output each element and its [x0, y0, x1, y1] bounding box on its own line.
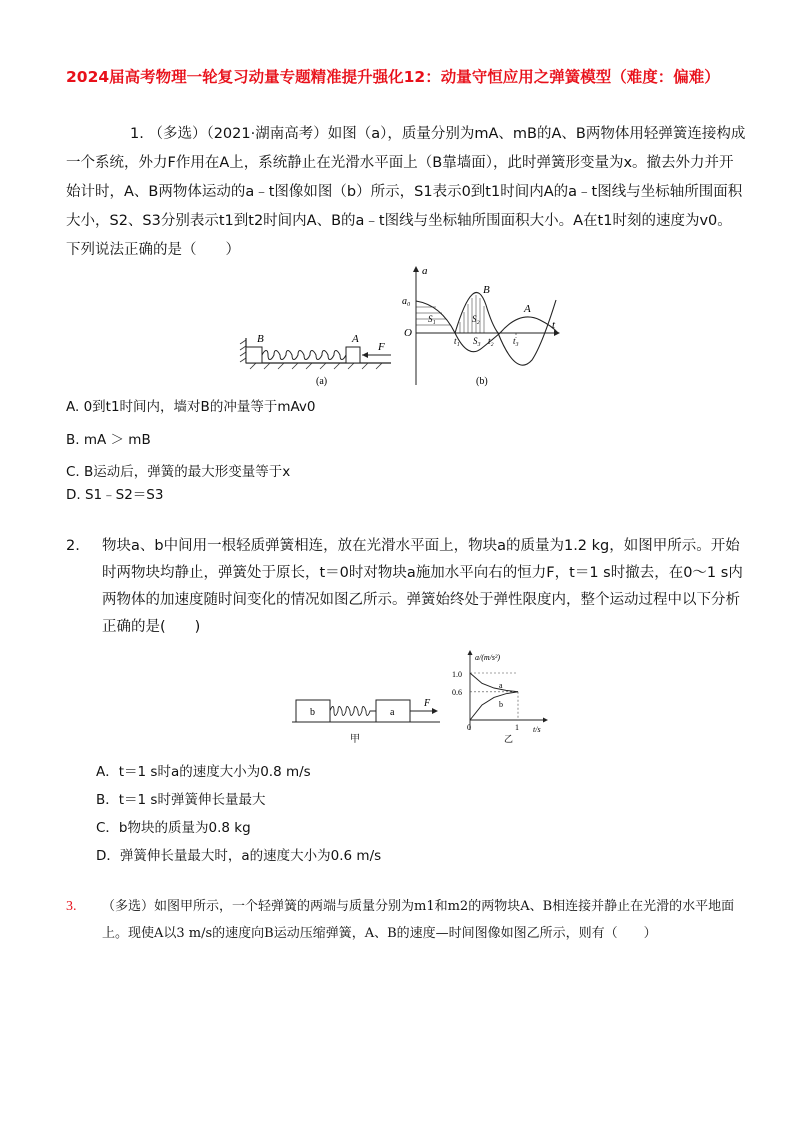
question-1-stem: （多选）（2021·湖南高考）如图（a），质量分别为mA、mB的A、B两物体用轻弹簧连接构成一个系统，外力F作用在A上，系统静止在光滑水平面上（B靠墙面），此时弹簧形变量为x。撤去外力并开始计时，A、B两物体运动的a﹣t图像如图（b）所示，S1表示0到t1时间内A的a﹣t图线与坐标轴所围面积大小，S2、S3分别表示t1到t2时间内A、B的a﹣t图线与坐标轴所围面积大小。A在t1时刻的速度为v0。下列说法正确的是（ ）	[66, 126, 746, 258]
block-a-q2-label: a	[390, 707, 395, 718]
s2-label: S₂	[472, 314, 480, 324]
q2-option-c[interactable]: C．b物块的质量为0.8 kg	[96, 820, 251, 836]
curve-a-q2-label: a	[499, 681, 503, 690]
t3-label: t₃	[513, 336, 519, 346]
question-1-figure	[236, 260, 566, 388]
q1-option-a[interactable]: A. 0到t1时间内，墙对B的冲量等于mAv0	[66, 399, 316, 415]
q2-option-a[interactable]: A．t＝1 s时a的速度大小为0.8 m/s	[96, 764, 311, 780]
figure-jia	[292, 698, 440, 745]
y-tick-06: 0.6	[452, 688, 462, 697]
series-a	[470, 673, 518, 692]
axis-a-label: a	[422, 265, 428, 277]
question-1	[66, 120, 746, 265]
question-3-stem: （多选）如图甲所示，一个轻弹簧的两端与质量分别为m1和m2的两物块A、B相连接并静止在光滑的水平地面上。现使A以3 m/s的速度向B运动压缩弹簧，A、B的速度—时间图像如图乙所示，则有（ ）	[102, 899, 735, 941]
axis-t-label: t	[552, 319, 556, 331]
figure-a-caption: (a)	[316, 376, 328, 387]
spring-q2	[330, 707, 376, 716]
a0-label: a₀	[402, 296, 411, 307]
block-a-label: A	[352, 333, 359, 345]
label-yi: 乙	[504, 734, 514, 744]
origin-label: O	[404, 327, 412, 339]
question-2	[66, 533, 746, 641]
curve-b-q2-label: b	[499, 700, 503, 709]
figure-b	[402, 265, 560, 387]
y-axis-label: a/(m/s²)	[475, 653, 501, 662]
force-label-q2: F	[424, 698, 431, 709]
figure-a	[240, 333, 391, 387]
t1-label: t₁	[454, 336, 460, 346]
q1-option-b[interactable]: B. mA ＞ mB	[66, 432, 151, 448]
block-a	[346, 347, 360, 363]
q2-option-b[interactable]: B．t＝1 s时弹簧伸长量最大	[96, 792, 266, 808]
block-b-label: B	[257, 333, 264, 345]
force-label: F	[378, 341, 385, 353]
q2-option-d[interactable]: D．弹簧伸长量最大时，a的速度大小为0.6 m/s	[96, 848, 382, 864]
question-3	[66, 893, 746, 947]
block-b	[246, 347, 262, 363]
question-2-stem: 物块a、b中间用一根轻质弹簧相连，放在光滑水平面上，物块a的质量为1.2 kg，如图甲所示。开始时两物块均静止，弹簧处于原长，t＝0时对物块a施加水平向右的恒力F，t＝1 s时撤去，在0～1 s内两物体的加速度随时间变化的情况如图乙所示。弹簧始终处于弹性限度内，整个运动过程中以下分析正确的是( )	[102, 538, 743, 635]
question-2-figure	[290, 650, 560, 746]
s3-label: S₃	[473, 336, 481, 346]
t2-label: t₂	[488, 336, 494, 346]
question-1-number: 1.	[130, 126, 144, 142]
block-b-q2-label: b	[310, 707, 315, 718]
x-tick-1: 1	[515, 723, 519, 732]
question-2-number: 2.	[66, 538, 80, 554]
q1-option-d[interactable]: D. S1﹣S2＝S3	[66, 487, 164, 503]
x-tick-0: 0	[467, 723, 471, 732]
question-1-text	[66, 120, 746, 265]
spring	[262, 351, 346, 360]
q1-option-c[interactable]: C. B运动后，弹簧的最大形变量等于x	[66, 464, 291, 480]
s1-label: S₁	[428, 314, 436, 324]
label-jia: 甲	[350, 734, 360, 745]
curve-b-label: B	[483, 284, 490, 296]
curve-b	[455, 293, 556, 366]
figure-b-caption: (b)	[476, 376, 488, 387]
x-axis-label: t/s	[533, 725, 541, 734]
curve-a-label: A	[524, 303, 531, 315]
document-title: 2024届高考物理一轮复习动量专题精准提升强化12：动量守恒应用之弹簧模型（难度：偏难）	[66, 68, 720, 86]
figure-yi	[452, 650, 548, 744]
y-tick-1: 1.0	[452, 670, 462, 679]
series-b	[470, 692, 518, 720]
question-3-number: 3.	[66, 899, 77, 914]
